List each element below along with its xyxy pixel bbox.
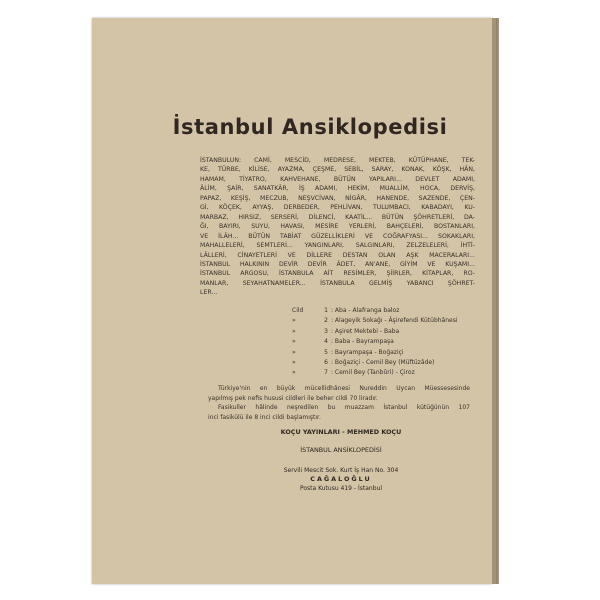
- volume-entry: [292, 327, 512, 337]
- volume-label: Cild: [292, 307, 304, 314]
- description-paragraph: [208, 384, 470, 422]
- volume-range: : Baba - Bayrampaşa: [331, 338, 394, 346]
- description-line: Fasikuller hâlinde neşredilen bu muazzam İstanbul kütüğünün 107: [218, 404, 470, 412]
- volume-range: : Aba - Alafranga baloz: [331, 307, 400, 314]
- volume-label: »: [292, 327, 296, 335]
- volume-label: »: [292, 348, 296, 356]
- volume-number: 5: [324, 348, 328, 356]
- volume-list: [292, 306, 512, 379]
- intro-line: MAHALLELERİ, SEMTLERİ... YANGINLARI, SALGINLARI, ZELZELELERİ, İHTİ-: [200, 242, 475, 250]
- volume-range: : Boğaziçi - Cemil Bey (Müftüzâde): [331, 359, 435, 367]
- intro-line: HAMAM, TİYATRO, KAHVEHANE, BÜTÜN YAPILARI... DEVLET ADAMI,: [200, 175, 475, 183]
- volume-label: »: [292, 317, 296, 325]
- book-back-cover: [92, 18, 492, 584]
- volume-entry: [292, 337, 512, 347]
- volume-entry: [292, 348, 512, 358]
- intro-line: PAPAZ, KEŞİŞ, MECZUB, NEŞVCİVAN, NİGÂR, HANENDE, SAZENDE, ÇEN-: [200, 194, 475, 202]
- publisher-name: KOÇU YAYINLARI - MEHMED KOÇU: [280, 428, 402, 436]
- volume-range: : Aşiret Mektebi - Baba: [331, 327, 400, 335]
- publisher-pobox: Posta Kutusu 419 - İstanbul: [299, 485, 382, 492]
- volume-entry: [292, 316, 512, 326]
- volume-entry: [292, 306, 512, 316]
- intro-line: ÂLİM, ŞAİR, SANATKÂR, İŞ ADAMI, HEKİM, MUALLİM, HOCA, DERVİŞ,: [200, 185, 475, 193]
- intro-line: Gİ, KÖÇEK, AYYAŞ, DERBEDER, PEHLİVAN, TULUMBACI, KABADAYI, KU-: [200, 204, 475, 212]
- volume-label: »: [292, 369, 296, 377]
- intro-line: MANLAR, SEYAHATNAMELER... İSTANBULA GELMİŞ YABANCI ŞÖHRET-: [200, 279, 475, 287]
- volume-number: 1: [324, 307, 328, 314]
- intro-line: İSTANBUL ARGOSU, İSTANBULA AİT RESİMLER, ŞİİRLER, KİTAPLAR, RO-: [200, 270, 475, 278]
- description-line: yapılmış pek nefis hususi cildleri ile beher cildi 70 liradır.: [208, 394, 378, 402]
- publisher-address: Servili Mescit Sok. Kurt İş Han No. 304: [283, 467, 399, 474]
- volume-label: »: [292, 338, 296, 346]
- volume-number: 4: [324, 338, 328, 346]
- intro-line: MARBAZ, HIRSIZ, SERSERİ, DİLENCİ, KAATİL... BÜTÜN ŞÖHRETLERİ, DA-: [200, 213, 475, 221]
- volume-range: : Bayrampaşa - Boğaziçi: [331, 348, 404, 356]
- volume-number: 7: [324, 369, 328, 377]
- volume-entry: [292, 368, 512, 378]
- volume-label: »: [292, 359, 296, 367]
- description-line: Türkiye'nin en büyük mücellidhânesi Nureddin Uycan Müessesesinde: [218, 385, 470, 392]
- intro-paragraph: [200, 156, 475, 298]
- volume-number: 2: [324, 317, 328, 325]
- intro-line: İSTANBUL HALKININ DEVİR DEVİR ÂDET, AN'ANE, GİYİM VE KUŞAMI...: [200, 260, 475, 268]
- intro-line: VE İLÂH... BÜTÜN TABİAT GÜZELLİKLERİ VE COĞRAFYASI... SOKAKLARI,: [200, 232, 475, 240]
- intro-line: KE, TÜRBE, KİLİSE, AYAZMA, ÇEŞME, SEBİL, SARAY, KONAK, KÖŞK, HÂN,: [200, 166, 475, 174]
- cover-edge: [496, 18, 499, 584]
- volume-range: : Cemil Bey (Tanbûri) - Çiroz: [331, 369, 415, 377]
- intro-line: ĞI, BAYIRI, SUYU, HAVASI, MESİRE YERLERİ, BAHÇELERİ, BOSTANLARI,: [200, 223, 475, 231]
- publisher-block: [200, 426, 482, 493]
- volume-entry: [292, 358, 512, 368]
- intro-line: İSTANBULUN: CAMİ, MESCİD, MEDRESE, MEKTEB, KÜTÜPHANE, TEK-: [200, 157, 475, 164]
- publisher-city: CAĞALOĞLU: [310, 475, 372, 483]
- intro-line: LER...: [200, 289, 218, 297]
- cover-title: İstanbul Ansiklopedisi: [172, 115, 448, 139]
- volume-number: 3: [324, 327, 328, 335]
- encyclopedia-name: İSTANBUL ANSİKLOPEDİSİ: [300, 446, 382, 454]
- description-line: inci fasikülü ile 8 inci cildi başlamıştır.: [208, 413, 321, 421]
- volume-number: 6: [324, 359, 328, 367]
- volume-range: : Alageyik Sokağı - Âşirefendi Kütübhânesi: [331, 317, 458, 325]
- intro-line: LÂLLERİ, CİNAYETLERİ VE DİLLERE DESTAN OLAN AŞK MACERALARI...: [200, 251, 475, 259]
